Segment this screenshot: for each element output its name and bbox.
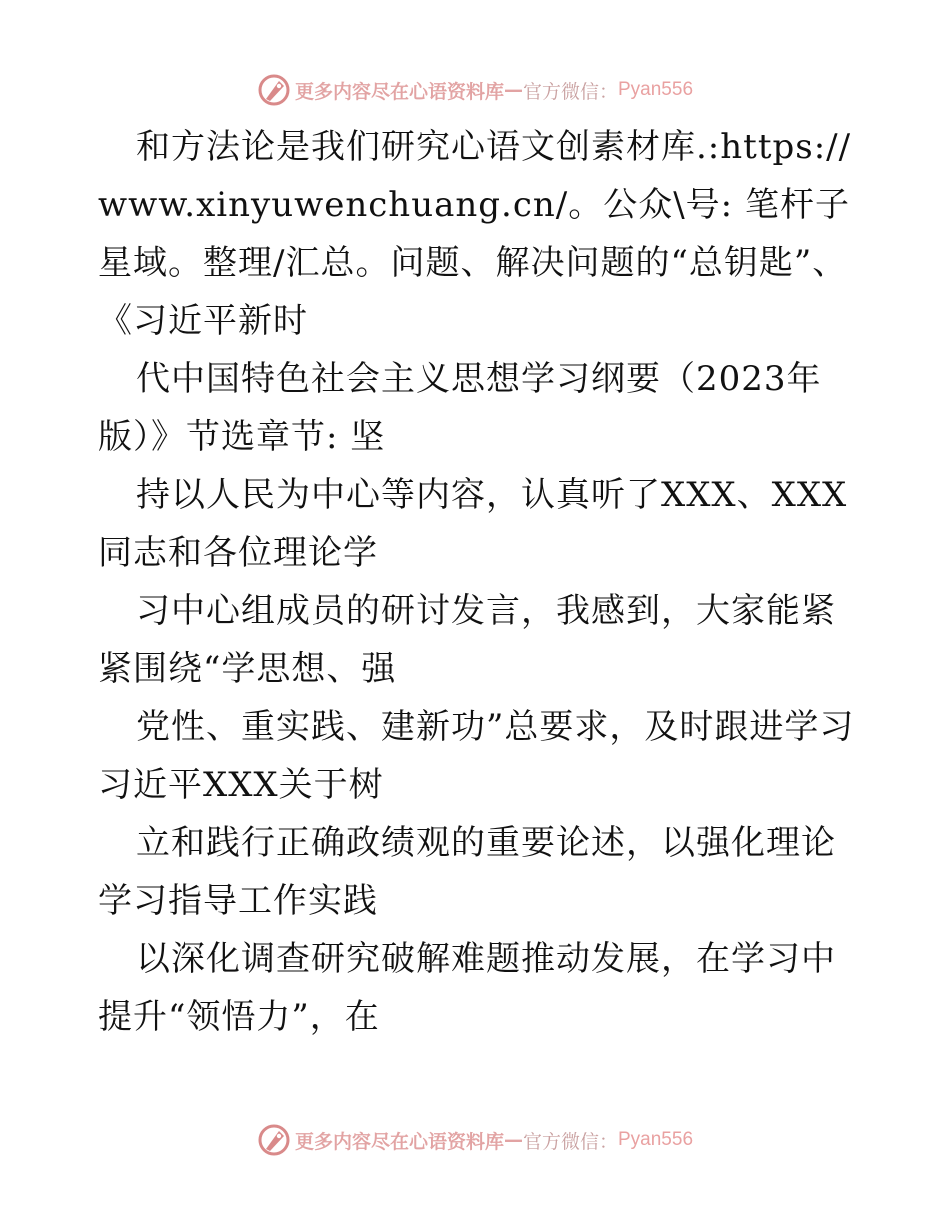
site-name: 更多内容尽在心语资料库	[294, 80, 504, 103]
paragraph: 党性、重实践、建新功”总要求，及时跟进学习习近平XXX关于树	[98, 707, 855, 805]
site-name: 更多内容尽在心语资料库	[294, 1130, 504, 1153]
wechat-account: Pyan556	[618, 79, 694, 100]
paragraph: 持以人民为中心等内容，认真听了XXX、XXX同志和各位理论学	[98, 475, 848, 573]
wechat-label: 官方微信：	[522, 80, 618, 103]
banner-separator: —	[503, 1129, 523, 1151]
paragraph: 以深化调查研究破解难题推动发展，在学习中提升“领悟力”，在	[98, 939, 836, 1037]
wechat-label: 官方微信：	[522, 1130, 618, 1153]
paragraph: 习中心组成员的研讨发言，我感到，大家能紧紧围绕“学思想、强	[98, 591, 836, 689]
banner-separator: —	[503, 79, 523, 101]
document-body	[98, 118, 858, 1046]
paragraph: 立和践行正确政绩观的重要论述，以强化理论学习指导工作实践	[98, 823, 836, 921]
footer-banner	[0, 1120, 950, 1160]
paragraph: 和方法论是我们研究心语文创素材库.:https://www.xinyuwenchuang.cn/。公众\号: 笔杆子星域。整理/汇总。问题、解决问题的“总钥匙”、《习近平新时	[98, 127, 852, 341]
pen-nib-logo-icon	[257, 1123, 291, 1157]
header-banner	[0, 70, 950, 110]
pen-nib-logo-icon	[257, 73, 291, 107]
wechat-account: Pyan556	[618, 1129, 694, 1150]
paragraph: 代中国特色社会主义思想学习纲要（2023年版）》节选章节: 坚	[98, 359, 822, 457]
